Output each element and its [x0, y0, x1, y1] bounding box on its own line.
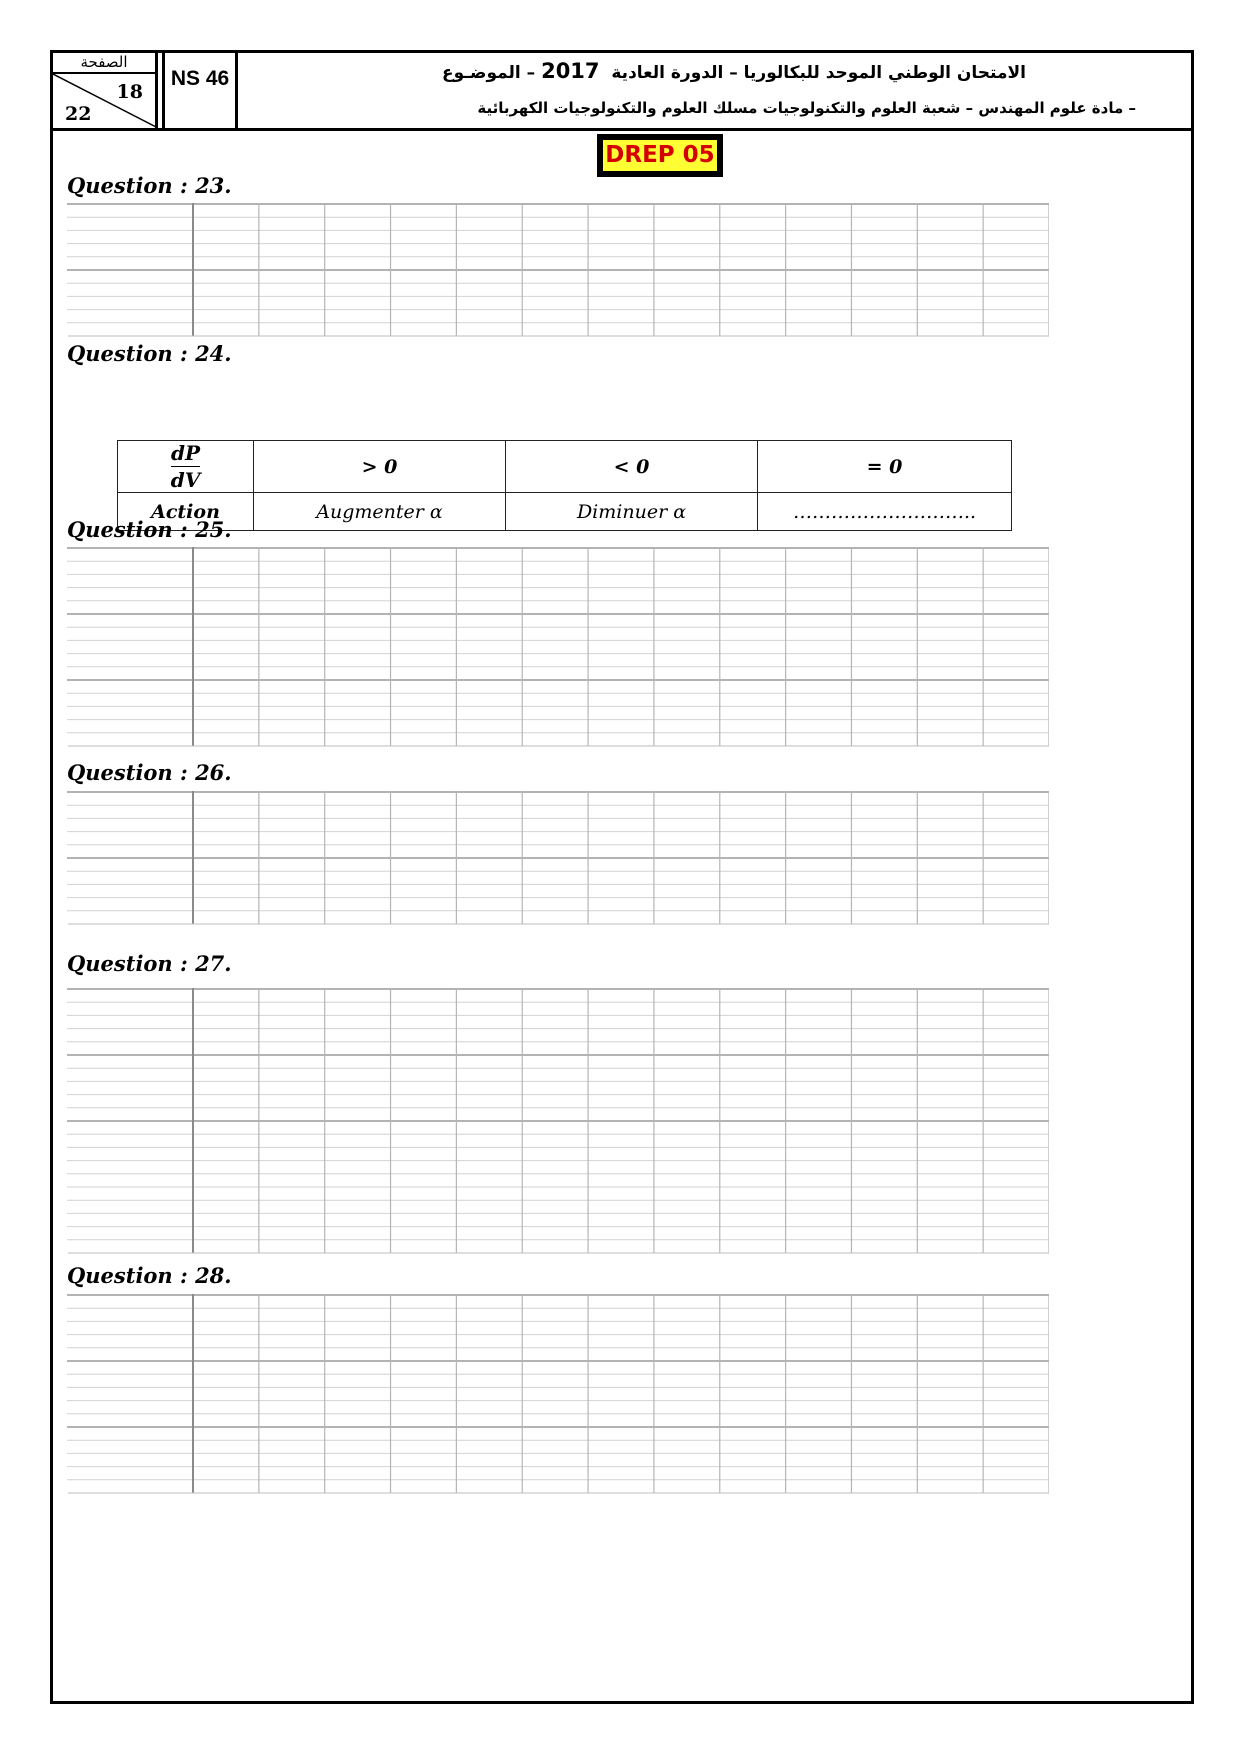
page-current: 18 [116, 81, 143, 103]
document-badge [597, 134, 723, 177]
question-23-answer-grid[interactable] [67, 203, 1049, 337]
condition-zero: = 0 [758, 441, 1012, 493]
condition-row [118, 441, 1012, 493]
question-24-table [117, 440, 1012, 531]
condition-negative: < 0 [506, 441, 758, 493]
derivative-denominator: dV [170, 468, 201, 492]
action-negative: Diminuer α [506, 493, 758, 531]
header-titles [243, 53, 1181, 128]
derivative-numerator: dP [170, 441, 200, 465]
question-26-label: Question : 26. [67, 760, 232, 785]
header-title-line1 [442, 59, 1026, 83]
page-label: الصفحة [53, 53, 155, 74]
exam-header [53, 53, 1191, 131]
page-frame [50, 50, 1194, 1704]
badge-label: DREP 05 [601, 138, 719, 173]
action-positive: Augmenter α [254, 493, 506, 531]
condition-positive: > 0 [254, 441, 506, 493]
question-28-answer-grid[interactable] [67, 1294, 1049, 1494]
action-row [118, 493, 1012, 531]
derivative-cell [118, 441, 254, 493]
page-number-box [53, 53, 158, 128]
question-25-label: Question : 25. [67, 517, 232, 542]
question-27-label: Question : 27. [67, 951, 232, 976]
question-27-answer-grid[interactable] [67, 988, 1049, 1254]
action-zero-blank[interactable]: ……………………….. [758, 493, 1012, 531]
exam-code: NS 46 [162, 53, 238, 128]
title-exam-name: الامتحان الوطني الموحد للبكالوريا – الدورة العادية [611, 63, 1026, 83]
title-year: 2017 [541, 59, 600, 83]
question-24-label: Question : 24. [67, 341, 232, 366]
question-23-label: Question : 23. [67, 173, 232, 198]
page-total: 22 [65, 103, 92, 125]
question-26-answer-grid[interactable] [67, 791, 1049, 925]
derivative-fraction [171, 441, 201, 492]
action-label: Action [118, 493, 254, 531]
header-title-line2: – مادة علوم المهندس – شعبة العلوم والتكنولوجيات مسلك العلوم والتكنولوجيات الكهربائية [477, 99, 1136, 117]
title-subject-label: – الموضـوع [441, 63, 536, 83]
question-28-label: Question : 28. [67, 1263, 232, 1288]
question-25-answer-grid[interactable] [67, 547, 1049, 747]
